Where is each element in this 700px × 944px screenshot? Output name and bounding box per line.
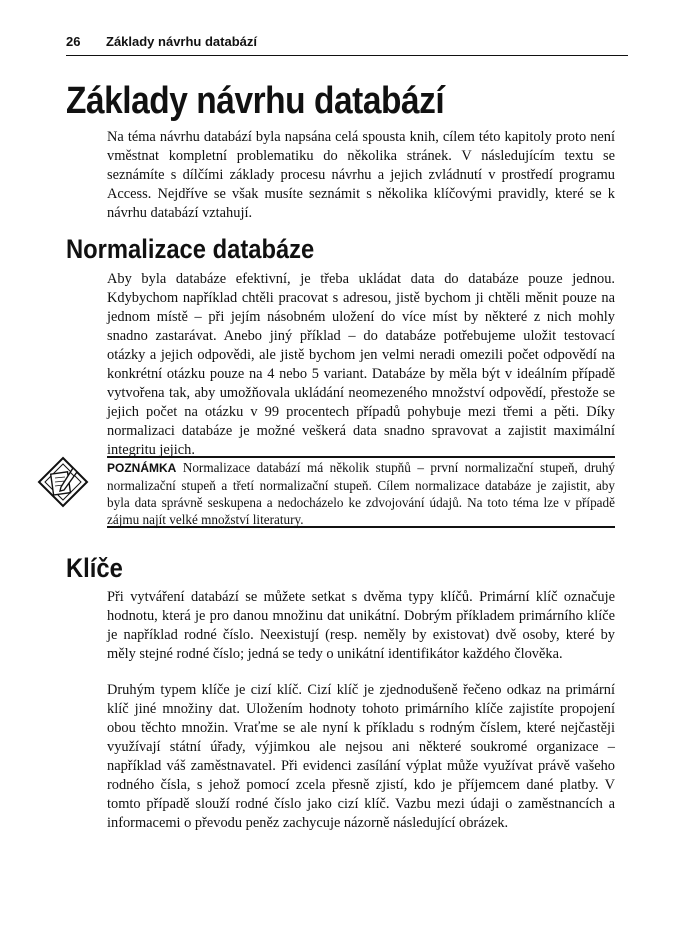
normalizace-paragraph: Aby byla databáze efektivní, je třeba ukládat data do databáze pouze jednou. Kdybychom například chtěli pracovat s adresou, jistě bychom ji chtěli měnit pouze na jednom místě – při jejím násobném uložení do více míst by některé z nich mohly snadno zastarávat. Anebo jiný příklad – do databáze potřebujeme uložit testovací otázky a jejich odpovědi, ale jistě bychom jen velmi neradi omezili počet odpovědí na konkrétní otázku pouze na 4 nebo 5 variant. Databáze by měla být v ideálním případě vytvořena tak, aby umožňovala ukládání neomezeného množství odpovědí, přestože se jejich počet na otázku v 99 procentech případů pohybuje mezi třemi a pěti. Díky normalizaci databáze je možné veškerá data snadno spravovat a zajistit maximální integritu jejich. (107, 271, 615, 458)
running-title: Základy návrhu databází (106, 34, 257, 49)
header-rule (66, 55, 628, 56)
klice-paragraph-1: Při vytváření databází se můžete setkat s dvěma typy klíčů. Primární klíč označuje hodnotu, která je pro danou množinu dat unikátní. Dobrým příkladem primárního klíče je například rodné číslo. Neexistují (resp. neměly by existovat) dvě osoby, které by měly stejné rodné číslo; jedná se tedy o unikátní identifikátor každého člověka. (107, 589, 615, 662)
page-number: 26 (66, 34, 81, 49)
note-pencil-icon (37, 456, 89, 508)
klice-paragraph-2: Druhým typem klíče je cizí klíč. Cizí klíč je zjednodušeně řečeno odkaz na primární klíč jiné množiny dat. Uložením hodnoty tohoto primárního klíče zajistíte propojení obou těchto množin. Vraťme se ale nyní k příkladu s rodným číslem, které nejčastěji využívají státní úřady, výjimkou ale nejsou ani některé soukromé organizace – například váš zaměstnavatel. Při evidenci zasílání výplat může využívat právě vašeho rodného čísla, s jehož pomocí zcela přesně zjistí, kdo je příjemcem dané platby. V tomto případě slouží rodné číslo jako cizí klíč. Vazbu mezi údaji o zaměstnancích a informacemi o převodu peněz zachycuje názorně následující obrázek. (107, 682, 615, 831)
running-header (66, 34, 628, 54)
note-rule-top (107, 456, 615, 458)
note-label: POZNÁMKA (107, 461, 177, 475)
chapter-intro-paragraph: Na téma návrhu databází byla napsána celá spousta knih, cílem této kapitoly proto není vměstnat kompletní problematiku do několika stránek. V následujícím textu se seznámíte s dílčími základy procesu návrhu a jejich zvládnutí v prostředí programu Access. Nejdříve se však musíte seznámit s několika klíčovými pravidly, které se k návrhu databází vztahují. (107, 129, 615, 221)
note-body: Normalizace databází má několik stupňů – první normalizační stupeň, druhý normalizační stupeň a třetí normalizační stupeň. Cílem normalizace databáze je zajistit, aby byla data správně seskupena a nedocházelo ke zdvojování údajů. Na toto téma lze v případě zájmu najít velké množství literatury. (107, 460, 616, 527)
chapter-title: Základy návrhu databází (66, 80, 445, 122)
section-heading-normalizace: Normalizace databáze (66, 234, 315, 264)
note-rule-bottom (107, 526, 615, 528)
section-heading-klice: Klíče (66, 553, 123, 583)
note-text (107, 459, 615, 528)
note-box (107, 456, 615, 527)
